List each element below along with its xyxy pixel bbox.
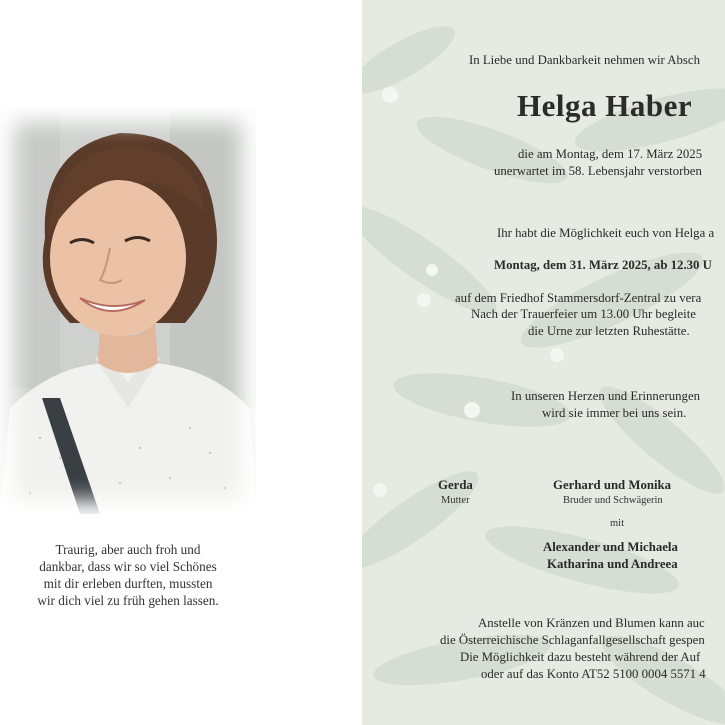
mourner-mother-relation: Mutter <box>441 495 470 506</box>
mourner-mother-name: Gerda <box>438 478 473 492</box>
mourner-children: Katharina und Andreea <box>547 557 678 571</box>
quote-line: mit dir erleben durften, mussten <box>43 576 213 591</box>
death-line: unerwartet im 58. Lebensjahr verstorben <box>494 164 702 178</box>
portrait-photo <box>0 108 256 514</box>
quote-line: dankbar, dass wir so viel Schönes <box>39 559 217 574</box>
intro-text: In Liebe und Dankbarkeit nehmen wir Absch <box>469 53 700 67</box>
funeral-line: Nach der Trauerfeier um 13.00 Uhr begleite <box>471 307 696 321</box>
death-line: die am Montag, dem 17. März 2025 <box>518 147 703 161</box>
mourner-children: Alexander und Michaela <box>543 540 678 554</box>
left-page <box>0 0 362 725</box>
quote-line: wir dich viel zu früh gehen lassen. <box>37 593 219 608</box>
portrait-illustration <box>0 108 256 514</box>
memory-line: wird sie immer bei uns sein. <box>542 406 687 420</box>
memory-line: In unseren Herzen und Erinnerungen <box>511 389 701 403</box>
donation-line: die Österreichische Schlaganfallgesellschaft gespen <box>440 633 705 647</box>
funeral-line: die Urne zur letzten Ruhestätte. <box>528 324 690 338</box>
mourner-siblings-name: Gerhard und Monika <box>553 478 672 492</box>
quote-line: Traurig, aber auch froh und <box>55 542 201 557</box>
farewell-date: Montag, dem 31. März 2025, ab 12.30 U <box>494 258 712 272</box>
farewell-intro: Ihr habt die Möglichkeit euch von Helga a <box>497 226 715 240</box>
donation-line: oder auf das Konto AT52 5100 0004 5571 4 <box>481 667 706 681</box>
mourner-siblings-relation: Bruder und Schwägerin <box>563 495 663 506</box>
mourner-connector: mit <box>610 518 625 529</box>
deceased-name: Helga Haber <box>517 88 693 123</box>
donation-line: Die Möglichkeit dazu besteht während der Auf <box>460 650 701 664</box>
right-page <box>362 0 725 725</box>
funeral-line: auf dem Friedhof Stammersdorf-Zentral zu vera <box>455 291 702 305</box>
donation-line: Anstelle von Kränzen und Blumen kann auc <box>478 616 705 630</box>
